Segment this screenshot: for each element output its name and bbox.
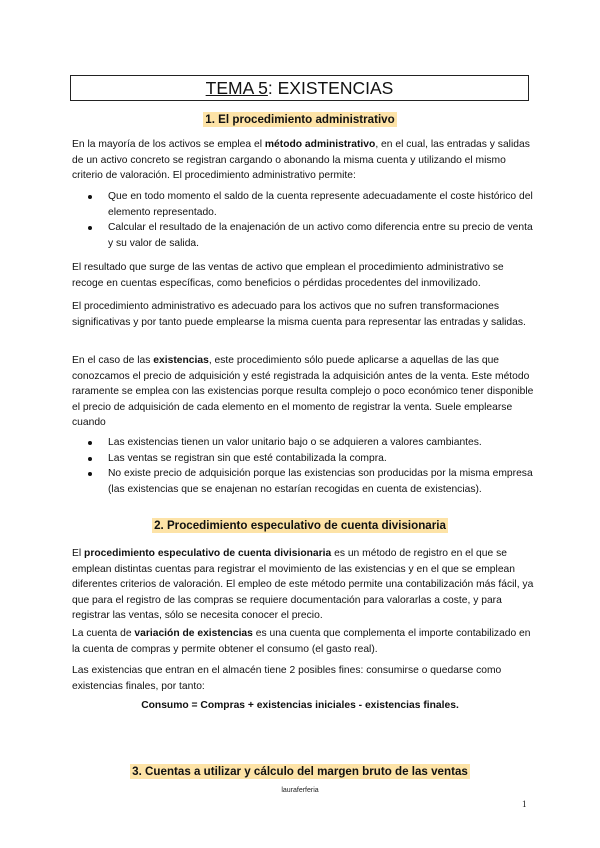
- section-3-heading: 3. Cuentas a utilizar y cálculo del margen bruto de las ventas: [132, 765, 468, 778]
- page-title: [70, 75, 529, 101]
- section-2-heading: 2. Procedimiento especulativo de cuenta divisionaria: [154, 519, 446, 532]
- title-rest: : EXISTENCIAS: [267, 78, 394, 98]
- section-1-intro: En la mayoría de los activos se emplea el método administrativo, en el cual, las entradas y salidas de un activo concreto se registran cargando o abonando la misma cuenta y utilizando el mismo criterio de valoración. El procedimiento administrativo permite:: [72, 139, 530, 182]
- section-2-paragraph-3: Las existencias que entran en el almacén tiene 2 posibles fines: consumirse o quedarse como existencias finales, por tanto:: [72, 665, 502, 692]
- list-item: Que en todo momento el saldo de la cuenta represente adecuadamente el coste histórico del elemento representado.: [72, 189, 534, 220]
- consumption-formula: Consumo = Compras + existencias iniciales - existencias finales.: [141, 700, 459, 711]
- list-item: Las existencias tienen un valor unitario bajo o se adquieren a valores cambiantes.: [72, 435, 534, 451]
- list-item: Calcular el resultado de la enajenación de un activo como diferencia entre su precio de venta y su valor de salida.: [72, 220, 534, 251]
- section-1-paragraph-2: El resultado que surge de las ventas de activo que emplean el procedimiento administrativo se recoge en cuentas específicas, como beneficios o pérdidas procedentes del inmovilizado.: [72, 262, 504, 289]
- footer-author: lauraferferia: [281, 787, 319, 794]
- list-item: Las ventas se registran sin que esté contabilizada la compra.: [72, 451, 534, 467]
- section-1-paragraph-3: El procedimiento administrativo es adecuado para los activos que no sufren transformaciones significativas y por tanto puede emplearse la misma cuenta para representar las entradas y salidas.: [72, 301, 526, 328]
- section-1-bullet-list: [72, 189, 534, 251]
- page-number: 1: [522, 799, 527, 809]
- title-prefix: TEMA 5: [205, 78, 268, 98]
- section-1-paragraph-4: En el caso de las existencias, este procedimiento sólo puede aplicarse a aquellas de las que conozcamos el precio de adquisición y esté registrada la adquisición antes de la venta. Este método raramente se emplea con las existencias porque resulta complejo o poco económico tener disponible el precio de adquisición de cada elemento en el momento de registrar la venta. Suele emplearse cuando: [72, 355, 534, 429]
- section-1-heading: 1. El procedimiento administrativo: [205, 113, 395, 126]
- section-2-paragraph-2: La cuenta de variación de existencias es una cuenta que complementa el importe contabilizado en la cuenta de compras y permite obtener el consumo (el gasto real).: [72, 628, 531, 655]
- section-2-paragraph-1: El procedimiento especulativo de cuenta divisionaria es un método de registro en el que se emplean distintas cuentas para registrar el movimiento de las existencias y en el que se emplean diferentes criterios de valoración. El empleo de este método permite una contabilización más fácil, ya que para el registro de las compras se requiere documentación para valorarlas a coste, y para registrar las ventas, sólo se necesita conocer el precio.: [72, 548, 534, 622]
- section-1-bullet-list-2: [72, 435, 534, 497]
- list-item: No existe precio de adquisición porque las existencias son producidas por la misma empresa (las existencias que se enajenan no estarían recogidas en cuenta de existencias).: [72, 466, 534, 497]
